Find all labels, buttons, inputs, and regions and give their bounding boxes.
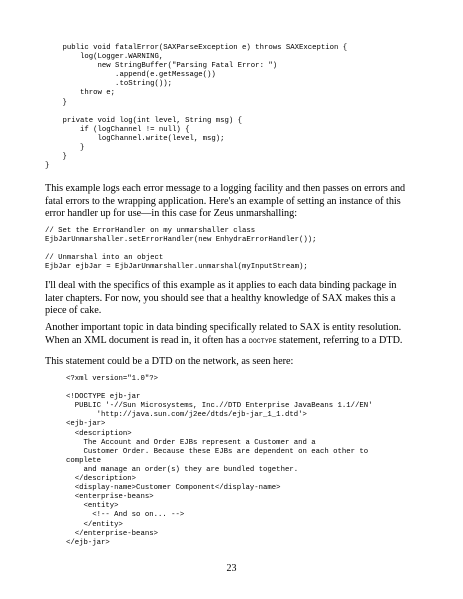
paragraph-data-binding-specifics: I'll deal with the specifics of this example as it applies to each data binding package in later chapters. For now, you should see that a healthy knowledge of SAX makes this a piece of cake. [45,280,397,317]
paragraph-dtd-network: This statement could be a DTD on the network, as seen here: [45,356,294,367]
doctype-keyword: DOCTYPE [248,337,277,345]
paragraph-error-logging: This example logs each error message to a logging facility and then passes on errors and fatal errors to the wrapping application. Here's an example of setting an instance of this error handler up for use—in this case for Zeus unmarshalling: [45,183,406,220]
page-number: 23 [226,563,237,574]
code-block-set-error-handler: // Set the ErrorHandler on my unmarshaller class EjbJarUnmarshaller.setErrorHandler(new EnhydraErrorHandler()); // Unmarshal into an object EjbJar ejbJar = EjbJarUnmarshaller.unmarshal(myInputStream); [45,227,317,272]
code-block-error-handler: public void fatalError(SAXParseException e) throws SAXException { log(Logger.WARNING, new StringBuffer("Parsing Fatal Error: ") .append(e.getMessage()) .toString()); throw e; } private void log(int level, String msg) { if (logChannel != null) { logChannel.write(level, msg); } } } [45,44,348,171]
paragraph-entity-resolution: Another important topic in data binding specifically related to SAX is entity resolution. When an XML document is read in, it often has a DOCTYPE statement, referring to a DTD. [45,322,403,346]
code-block-xml-doctype: <?xml version="1.0"?> <!DOCTYPE ejb-jar PUBLIC '-//Sun Microsystems, Inc.//DTD Enterprise JavaBeans 1.1//EN' 'http://java.sun.com/j2ee/dtds/ejb-jar_1_1.dtd'> <ejb-jar> <description> The Account and Order EJBs represent a Customer and a Customer Order. Because these EJBs are dependent on each other to complete and manage an order(s) they are bundled together. </description> <display-name>Customer Component</display-name> <enterprise-beans> <entity> <!-- And so on... --> </entity> </enterprise-beans> </ejb-jar> [66,375,373,547]
